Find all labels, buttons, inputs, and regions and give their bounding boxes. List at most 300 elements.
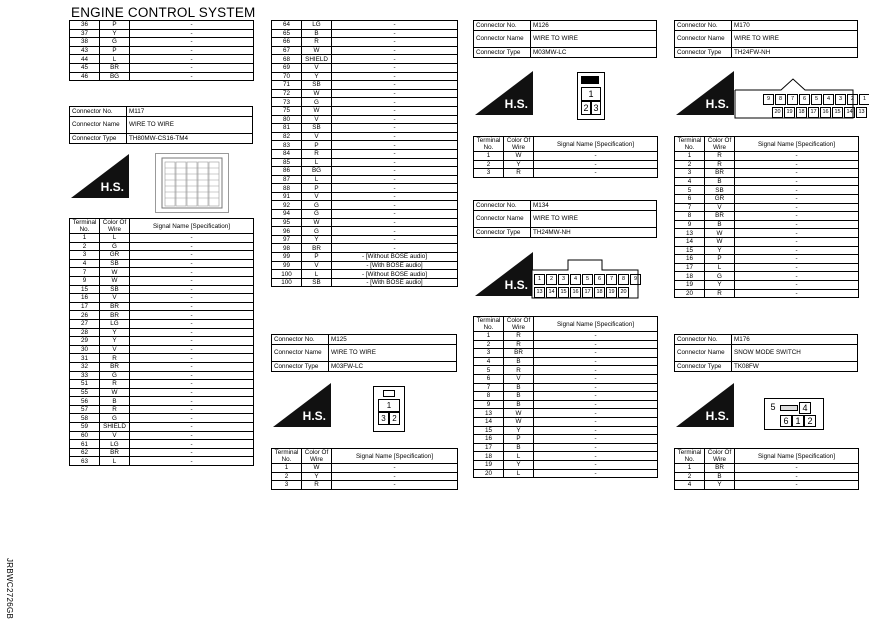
signal-name-cell: - bbox=[534, 435, 658, 444]
table-row bbox=[675, 220, 859, 229]
pin: 18 bbox=[796, 107, 807, 118]
connector-info-m170 bbox=[674, 20, 858, 58]
signal-name-cell: - bbox=[332, 464, 458, 473]
wire-color-cell: G bbox=[302, 98, 332, 107]
wire-color-cell: L bbox=[705, 263, 735, 272]
terminal-no-cell: 1 bbox=[70, 234, 100, 243]
terminal-table-m125 bbox=[271, 448, 458, 490]
wire-color-cell: GR bbox=[100, 251, 130, 260]
connector-no-value: M176 bbox=[732, 335, 858, 345]
signal-name-cell: - bbox=[332, 98, 458, 107]
wire-color-cell: B bbox=[504, 400, 534, 409]
table-row bbox=[70, 294, 254, 303]
table-row bbox=[474, 374, 658, 383]
connector-type-label: Connector Type bbox=[474, 228, 531, 238]
signal-name-cell: - bbox=[332, 235, 458, 244]
table-row bbox=[272, 89, 458, 98]
signal-name-cell: - bbox=[534, 366, 658, 375]
table-row bbox=[474, 460, 658, 469]
page-title: ENGINE CONTROL SYSTEM bbox=[71, 5, 256, 20]
terminal-no-cell: 1 bbox=[474, 152, 504, 161]
signal-name-cell: - bbox=[332, 124, 458, 133]
table-row bbox=[272, 106, 458, 115]
pin: 9 bbox=[763, 94, 774, 105]
wire-color-cell: P bbox=[302, 184, 332, 193]
wire-color-cell: BR bbox=[705, 212, 735, 221]
wire-color-cell: B bbox=[100, 397, 130, 406]
signal-name-cell: - bbox=[534, 357, 658, 366]
table-row bbox=[272, 472, 458, 481]
wire-color-cell: G bbox=[100, 38, 130, 47]
terminal-no-cell: 15 bbox=[675, 246, 705, 255]
signal-name-cell: - bbox=[332, 227, 458, 236]
pin: 20 bbox=[618, 287, 629, 298]
connector-type-value: M03MW-LC bbox=[531, 48, 657, 58]
table-row bbox=[272, 141, 458, 150]
wire-color-cell: W bbox=[504, 417, 534, 426]
wire-color-cell: G bbox=[100, 414, 130, 423]
pin: 3 bbox=[591, 101, 601, 115]
wire-color-cell: W bbox=[100, 268, 130, 277]
table-row bbox=[70, 362, 254, 371]
terminal-no-cell: 88 bbox=[272, 184, 302, 193]
signal-name-cell: - bbox=[130, 259, 254, 268]
table-row bbox=[70, 276, 254, 285]
terminal-table-m126 bbox=[473, 136, 658, 178]
table-row bbox=[70, 448, 254, 457]
terminal-no-cell: 8 bbox=[675, 212, 705, 221]
connector-no-label: Connector No. bbox=[70, 107, 127, 117]
pin: 18 bbox=[594, 287, 605, 298]
terminal-no-cell: 51 bbox=[70, 380, 100, 389]
table-row bbox=[474, 426, 658, 435]
pin: 8 bbox=[618, 274, 629, 285]
wire-color-cell: P bbox=[705, 255, 735, 264]
signal-name-cell: - bbox=[332, 89, 458, 98]
signal-name-cell: - bbox=[332, 55, 458, 64]
connector-type-value: TK08FW bbox=[732, 362, 858, 372]
pin: 7 bbox=[606, 274, 617, 285]
pin: 16 bbox=[570, 287, 581, 298]
hs-icon: H.S. bbox=[676, 383, 734, 427]
connector-no-value: M125 bbox=[329, 335, 457, 345]
terminal-no-cell: 16 bbox=[474, 435, 504, 444]
pin: 1 bbox=[792, 415, 804, 427]
wire-color-cell: R bbox=[100, 354, 130, 363]
pin: 1 bbox=[534, 274, 545, 285]
connector-no-label: Connector No. bbox=[675, 335, 732, 345]
signal-name-cell: - bbox=[332, 29, 458, 38]
signal-name-cell: - bbox=[130, 29, 254, 38]
wire-color-cell: L bbox=[504, 452, 534, 461]
table-row bbox=[70, 46, 254, 55]
signal-name-cell: - bbox=[332, 72, 458, 81]
connector-face-m176 bbox=[764, 398, 824, 430]
connector-type-label: Connector Type bbox=[675, 48, 732, 58]
terminal-no-cell: 4 bbox=[70, 259, 100, 268]
table-row bbox=[70, 431, 254, 440]
wire-color-cell: B bbox=[705, 177, 735, 186]
wire-color-cell: G bbox=[100, 371, 130, 380]
pin: 1 bbox=[581, 87, 601, 101]
pin: 2 bbox=[581, 101, 591, 115]
wire-color-cell: R bbox=[302, 149, 332, 158]
connector-no-label: Connector No. bbox=[474, 201, 531, 211]
terminal-no-cell: 19 bbox=[675, 280, 705, 289]
connector-face-m125 bbox=[373, 386, 405, 432]
wire-color-cell: L bbox=[100, 55, 130, 64]
table-row bbox=[474, 349, 658, 358]
wire-color-cell: R bbox=[504, 332, 534, 341]
wire-color-cell: W bbox=[504, 152, 534, 161]
connector-no-label: Connector No. bbox=[675, 21, 732, 31]
terminal-no-cell: 26 bbox=[70, 311, 100, 320]
table-row bbox=[474, 366, 658, 375]
terminal-no-header: Terminal No. bbox=[272, 449, 302, 464]
connector-no-label: Connector No. bbox=[474, 21, 531, 31]
signal-name-cell: - bbox=[534, 409, 658, 418]
pin: 2 bbox=[389, 412, 400, 425]
wire-color-cell: BR bbox=[302, 244, 332, 253]
wire-color-cell: SHIELD bbox=[100, 423, 130, 432]
connector-name-label: Connector Name bbox=[675, 345, 732, 362]
connector-no-value: M117 bbox=[127, 107, 253, 117]
signal-name-cell: - [Without BOSE audio] bbox=[332, 270, 458, 279]
terminal-no-cell: 17 bbox=[70, 302, 100, 311]
terminal-table-col1-top bbox=[69, 20, 254, 81]
pin: 20 bbox=[772, 107, 783, 118]
terminal-no-cell: 65 bbox=[272, 29, 302, 38]
connector-no-value: M134 bbox=[531, 201, 657, 211]
table-row bbox=[272, 21, 458, 30]
wire-color-cell: Y bbox=[100, 337, 130, 346]
wire-color-cell: Y bbox=[504, 460, 534, 469]
terminal-no-cell: 43 bbox=[70, 46, 100, 55]
wire-color-cell: BR bbox=[100, 448, 130, 457]
terminal-no-header: Terminal No. bbox=[474, 317, 504, 332]
connector-type-label: Connector Type bbox=[70, 134, 127, 144]
wire-color-cell: LG bbox=[302, 21, 332, 30]
table-row bbox=[70, 55, 254, 64]
signal-name-cell: - bbox=[130, 268, 254, 277]
table-row bbox=[675, 152, 859, 161]
terminal-table-m170 bbox=[674, 136, 859, 298]
terminal-no-header: Terminal No. bbox=[70, 219, 100, 234]
terminal-no-cell: 3 bbox=[70, 251, 100, 260]
signal-name-cell: - bbox=[332, 21, 458, 30]
table-row bbox=[70, 337, 254, 346]
signal-name-cell: - bbox=[735, 255, 859, 264]
wire-color-cell: BR bbox=[705, 169, 735, 178]
table-row bbox=[272, 244, 458, 253]
table-row bbox=[474, 443, 658, 452]
terminal-no-cell: 83 bbox=[272, 141, 302, 150]
connector-name-value: SNOW MODE SWITCH bbox=[732, 345, 858, 362]
terminal-no-cell: 85 bbox=[272, 158, 302, 167]
terminal-no-cell: 44 bbox=[70, 55, 100, 64]
table-row bbox=[70, 397, 254, 406]
pin: 17 bbox=[582, 287, 593, 298]
wire-color-cell: B bbox=[504, 443, 534, 452]
signal-name-cell: - bbox=[130, 251, 254, 260]
signal-name-cell: - bbox=[735, 481, 859, 490]
terminal-no-cell: 18 bbox=[474, 452, 504, 461]
table-row bbox=[675, 237, 859, 246]
wire-color-cell: G bbox=[302, 201, 332, 210]
pin: 5 bbox=[770, 402, 776, 412]
wire-color-cell: V bbox=[100, 431, 130, 440]
terminal-no-cell: 20 bbox=[474, 469, 504, 478]
connector-name-value: WIRE TO WIRE bbox=[531, 211, 657, 228]
terminal-no-cell: 2 bbox=[474, 340, 504, 349]
table-row bbox=[675, 246, 859, 255]
terminal-no-cell: 92 bbox=[272, 201, 302, 210]
signal-name-cell: - bbox=[130, 371, 254, 380]
table-row bbox=[70, 21, 254, 30]
table-row bbox=[70, 371, 254, 380]
terminal-no-cell: 95 bbox=[272, 218, 302, 227]
table-row bbox=[675, 272, 859, 281]
signal-name-cell: - bbox=[130, 319, 254, 328]
pin: 5 bbox=[582, 274, 593, 285]
table-row bbox=[70, 234, 254, 243]
terminal-no-cell: 5 bbox=[675, 186, 705, 195]
terminal-no-cell: 7 bbox=[70, 268, 100, 277]
wire-color-cell: SB bbox=[705, 186, 735, 195]
table-row bbox=[272, 81, 458, 90]
wire-color-cell: V bbox=[302, 261, 332, 270]
signal-name-cell: - bbox=[735, 194, 859, 203]
signal-name-cell: - bbox=[332, 167, 458, 176]
terminal-no-cell: 99 bbox=[272, 253, 302, 262]
terminal-no-cell: 29 bbox=[70, 337, 100, 346]
wire-color-cell: Y bbox=[302, 472, 332, 481]
terminal-no-cell: 60 bbox=[70, 431, 100, 440]
table-row bbox=[272, 210, 458, 219]
table-row bbox=[272, 124, 458, 133]
wire-color-cell: BR bbox=[504, 349, 534, 358]
table-row bbox=[474, 417, 658, 426]
table-row bbox=[70, 285, 254, 294]
terminal-no-cell: 32 bbox=[70, 362, 100, 371]
signal-name-cell: - bbox=[332, 192, 458, 201]
terminal-no-cell: 15 bbox=[474, 426, 504, 435]
wire-color-cell: BG bbox=[302, 167, 332, 176]
wire-color-cell: Y bbox=[504, 426, 534, 435]
color-of-wire-header: Color Of Wire bbox=[100, 219, 130, 234]
wire-color-cell: G bbox=[302, 227, 332, 236]
table-row bbox=[272, 72, 458, 81]
signal-name-cell: - bbox=[332, 481, 458, 490]
table-row bbox=[675, 229, 859, 238]
table-row bbox=[474, 383, 658, 392]
table-row bbox=[474, 332, 658, 341]
table-row bbox=[70, 354, 254, 363]
color-of-wire-header: Color Of Wire bbox=[705, 137, 735, 152]
connector-type-label: Connector Type bbox=[474, 48, 531, 58]
signal-name-cell: - bbox=[130, 302, 254, 311]
pin: 2 bbox=[804, 415, 816, 427]
connector-no-value: M126 bbox=[531, 21, 657, 31]
wire-color-cell: W bbox=[302, 89, 332, 98]
terminal-no-cell: 98 bbox=[272, 244, 302, 253]
signal-name-header: Signal Name [Specification] bbox=[534, 137, 658, 152]
terminal-table-m117 bbox=[69, 218, 254, 466]
signal-name-cell: - bbox=[735, 280, 859, 289]
table-row bbox=[272, 253, 458, 262]
terminal-no-cell: 100 bbox=[272, 270, 302, 279]
signal-name-cell: - bbox=[534, 160, 658, 169]
table-row bbox=[675, 481, 859, 490]
signal-name-cell: - bbox=[534, 332, 658, 341]
wire-color-cell: W bbox=[705, 229, 735, 238]
connector-latch bbox=[581, 76, 599, 84]
terminal-no-cell: 82 bbox=[272, 132, 302, 141]
terminal-no-cell: 13 bbox=[675, 229, 705, 238]
terminal-no-cell: 31 bbox=[70, 354, 100, 363]
terminal-no-cell: 16 bbox=[70, 294, 100, 303]
table-row bbox=[272, 184, 458, 193]
signal-name-cell: - bbox=[332, 201, 458, 210]
wire-color-cell: R bbox=[504, 366, 534, 375]
terminal-no-cell: 6 bbox=[675, 194, 705, 203]
terminal-no-cell: 46 bbox=[70, 72, 100, 81]
terminal-no-cell: 17 bbox=[474, 443, 504, 452]
signal-name-cell: - bbox=[332, 218, 458, 227]
table-row bbox=[272, 218, 458, 227]
connector-type-value: TH80MW-CS16-TM4 bbox=[127, 134, 253, 144]
signal-name-cell: - bbox=[735, 263, 859, 272]
m170-bottom-pins bbox=[772, 107, 867, 118]
connector-info-m134 bbox=[473, 200, 657, 238]
signal-name-cell: - bbox=[332, 158, 458, 167]
terminal-no-cell: 14 bbox=[675, 237, 705, 246]
signal-name-cell: - bbox=[130, 448, 254, 457]
signal-name-cell: - bbox=[130, 423, 254, 432]
wire-color-cell: W bbox=[100, 276, 130, 285]
signal-name-cell: - bbox=[735, 229, 859, 238]
terminal-no-cell: 97 bbox=[272, 235, 302, 244]
signal-name-cell: - bbox=[130, 21, 254, 30]
signal-name-cell: - bbox=[332, 38, 458, 47]
wire-color-cell: R bbox=[504, 169, 534, 178]
pin: 14 bbox=[546, 287, 557, 298]
terminal-no-cell: 96 bbox=[272, 227, 302, 236]
connector-no-label: Connector No. bbox=[272, 335, 329, 345]
wire-color-cell: R bbox=[504, 340, 534, 349]
pin: 1 bbox=[859, 94, 869, 105]
connector-type-value: TH24FW-NH bbox=[732, 48, 858, 58]
table-row bbox=[272, 46, 458, 55]
terminal-no-cell: 17 bbox=[675, 263, 705, 272]
terminal-no-cell: 86 bbox=[272, 167, 302, 176]
wire-color-cell: P bbox=[100, 21, 130, 30]
table-row bbox=[272, 261, 458, 270]
terminal-no-cell: 9 bbox=[70, 276, 100, 285]
table-row bbox=[70, 405, 254, 414]
signal-name-cell: - bbox=[130, 276, 254, 285]
pin: 14 bbox=[844, 107, 855, 118]
pin: 4 bbox=[823, 94, 834, 105]
signal-name-header: Signal Name [Specification] bbox=[735, 137, 859, 152]
signal-name-cell: - bbox=[332, 115, 458, 124]
wire-color-cell: Y bbox=[302, 235, 332, 244]
table-row bbox=[70, 38, 254, 47]
pin: 17 bbox=[808, 107, 819, 118]
wire-color-cell: SB bbox=[100, 285, 130, 294]
table-row bbox=[474, 152, 658, 161]
terminal-no-cell: 3 bbox=[675, 169, 705, 178]
signal-name-cell: - bbox=[130, 72, 254, 81]
terminal-no-cell: 7 bbox=[675, 203, 705, 212]
signal-name-cell: - bbox=[735, 464, 859, 473]
terminal-no-cell: 9 bbox=[474, 400, 504, 409]
pin: 2 bbox=[546, 274, 557, 285]
wire-color-cell: W bbox=[302, 218, 332, 227]
signal-name-cell: - bbox=[735, 289, 859, 298]
signal-name-cell: - bbox=[332, 149, 458, 158]
connector-name-value: WIRE TO WIRE bbox=[531, 31, 657, 48]
signal-name-cell: - bbox=[534, 349, 658, 358]
pin: 13 bbox=[534, 287, 545, 298]
terminal-no-cell: 3 bbox=[474, 169, 504, 178]
wire-color-cell: LG bbox=[100, 440, 130, 449]
wire-color-cell: R bbox=[302, 481, 332, 490]
wire-color-cell: L bbox=[100, 457, 130, 466]
signal-name-cell: - bbox=[534, 469, 658, 478]
terminal-no-cell: 2 bbox=[272, 472, 302, 481]
signal-name-cell: - bbox=[534, 443, 658, 452]
signal-name-cell: - bbox=[332, 132, 458, 141]
wire-color-cell: SHIELD bbox=[302, 55, 332, 64]
signal-name-cell: - bbox=[130, 46, 254, 55]
signal-name-cell: - bbox=[534, 392, 658, 401]
signal-name-cell: - bbox=[534, 169, 658, 178]
terminal-table-m176 bbox=[674, 448, 859, 490]
terminal-table-m134 bbox=[473, 316, 658, 478]
pin: 15 bbox=[832, 107, 843, 118]
wire-color-cell: V bbox=[504, 374, 534, 383]
m134-bottom-pins bbox=[534, 287, 629, 298]
wire-color-cell: W bbox=[302, 46, 332, 55]
wire-color-cell: LG bbox=[100, 319, 130, 328]
wire-color-cell: BR bbox=[100, 302, 130, 311]
pin: 3 bbox=[558, 274, 569, 285]
connector-info-m117 bbox=[69, 106, 253, 144]
signal-name-cell: - bbox=[534, 426, 658, 435]
table-row bbox=[70, 29, 254, 38]
pin: 4 bbox=[570, 274, 581, 285]
wire-color-cell: R bbox=[302, 38, 332, 47]
terminal-no-cell: 2 bbox=[474, 160, 504, 169]
pin: 15 bbox=[558, 287, 569, 298]
table-row bbox=[675, 194, 859, 203]
table-row bbox=[70, 311, 254, 320]
terminal-no-cell: 27 bbox=[70, 319, 100, 328]
table-row bbox=[70, 63, 254, 72]
terminal-no-cell: 15 bbox=[70, 285, 100, 294]
signal-name-cell: - bbox=[130, 294, 254, 303]
terminal-no-cell: 5 bbox=[474, 366, 504, 375]
signal-name-header: Signal Name [Specification] bbox=[332, 449, 458, 464]
signal-name-cell: - [With BOSE audio] bbox=[332, 278, 458, 287]
signal-name-cell: - bbox=[332, 184, 458, 193]
table-row bbox=[272, 278, 458, 287]
signal-name-cell: - bbox=[332, 175, 458, 184]
table-row bbox=[272, 227, 458, 236]
connector-face-m117 bbox=[155, 153, 229, 213]
table-row bbox=[272, 270, 458, 279]
